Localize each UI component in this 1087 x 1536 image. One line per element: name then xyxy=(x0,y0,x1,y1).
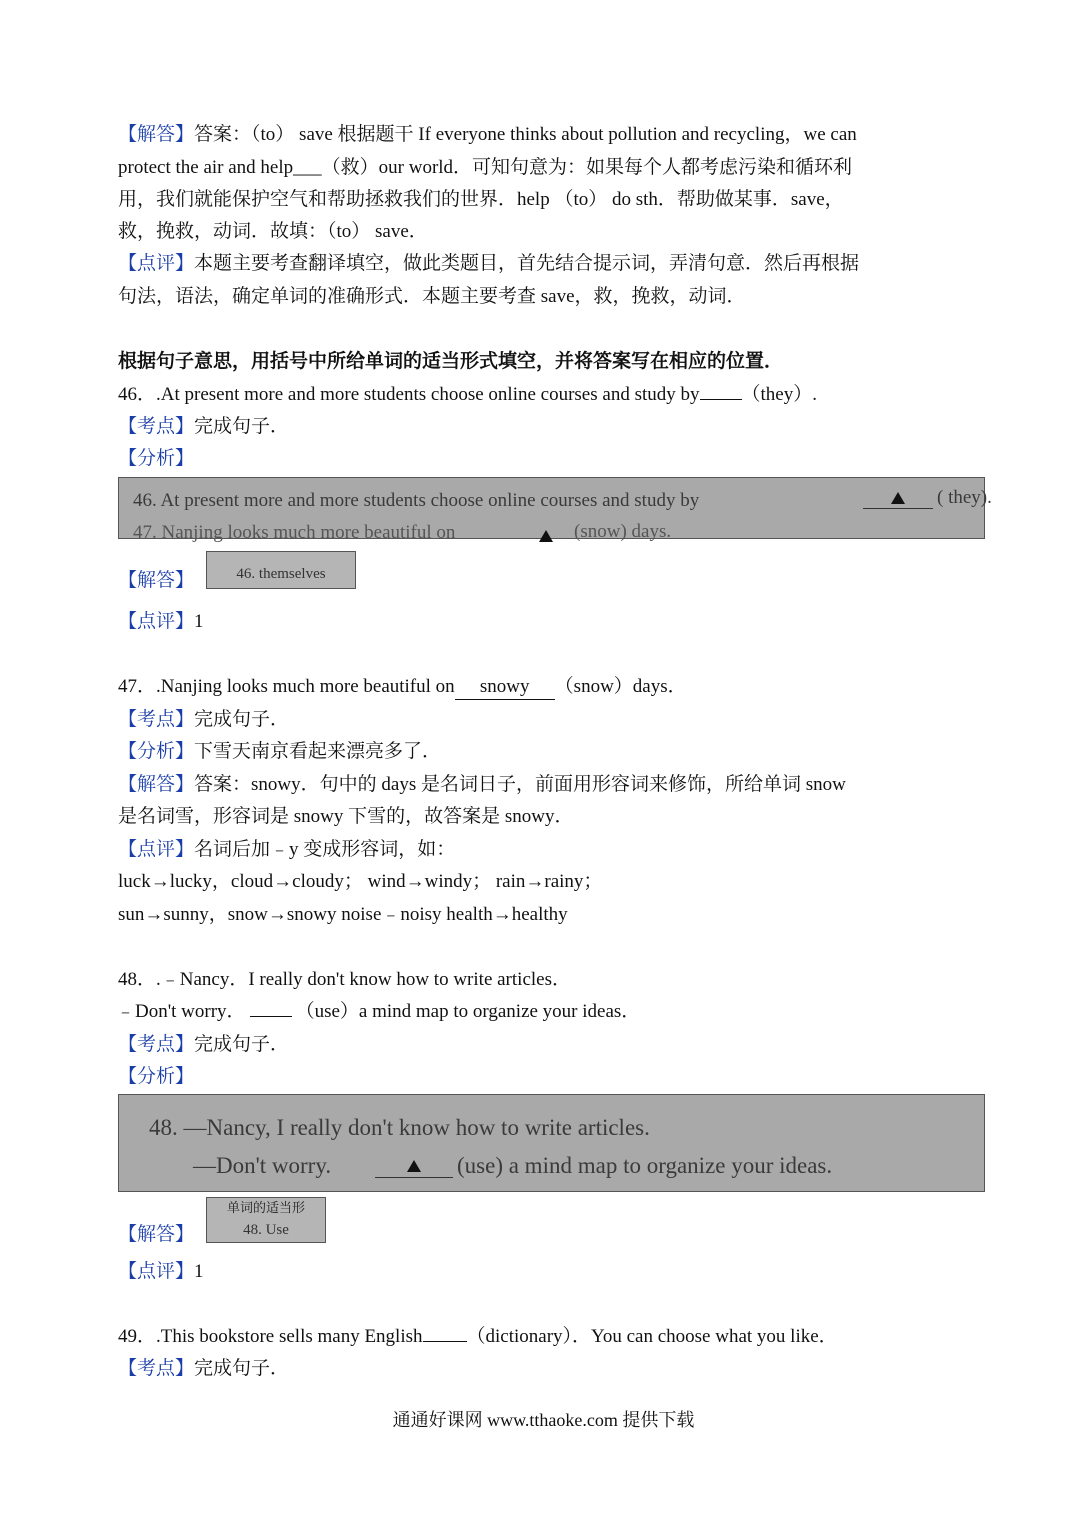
answer-blank xyxy=(423,1341,467,1342)
comment-line: 【点评】本题主要考查翻译填空，做此类题目，首先结合提示词，弄清句意．然后再根据 xyxy=(118,253,860,274)
answer-blank xyxy=(700,399,742,400)
page-footer: 通通好课网 www.tthaoke.com 提供下载 xyxy=(392,1410,695,1430)
kaodian-line: 【考点】完成句子． xyxy=(118,416,290,437)
question-47: 47．.Nanjing looks much more beautiful on snowy （snow）days． xyxy=(118,671,687,703)
fenxi-line: 【分析】 xyxy=(118,448,195,469)
jieda-line: 【解答】答案：snowy．句中的 days 是名词日子，前面用形容词来修饰，所给单词 snow xyxy=(118,774,846,795)
question-48-reply: ﹣Don't worry． （use）a mind map to organize your ideas． xyxy=(116,1001,641,1022)
triangle-icon xyxy=(407,1160,421,1172)
answer-image-chip: 46. themselves xyxy=(206,551,356,589)
answer-line: 用，我们就能保护空气和帮助拯救我们的世界．help （to） do sth．帮助做某事．save， xyxy=(118,189,844,210)
kaodian-line: 【考点】完成句子． xyxy=(118,709,290,730)
triangle-icon xyxy=(891,492,905,504)
example-line: luck→lucky，cloud→cloudy； wind→windy； rain→rainy； xyxy=(118,871,603,892)
answer-blank xyxy=(250,1016,292,1017)
scan-blank xyxy=(863,486,933,509)
question-49: 49．.This bookstore sells many English （dictionary）．You can choose what you like． xyxy=(118,1326,838,1347)
dianping-line: 【点评】名词后加﹣y 变成形容词，如： xyxy=(118,839,456,860)
answer-blank: snowy xyxy=(455,675,555,700)
scan-blank xyxy=(375,1151,453,1178)
comment-tag: 【点评】 xyxy=(118,253,195,274)
jieda-line: 是名词雪，形容词是 snowy 下雪的，故答案是 snowy． xyxy=(118,806,574,827)
question-46: 46．.At present more and more students choose online courses and study by （they）. xyxy=(118,384,817,405)
fenxi-line: 【分析】 xyxy=(118,1066,195,1087)
dianping-line: 【点评】1 xyxy=(118,611,204,632)
answer-line: 【解答】答案：（to） save 根据题干 If everyone thinks about pollution and recycling，we can xyxy=(118,124,857,145)
jieda-line: 【解答】 xyxy=(118,1224,195,1245)
question-48: 48．.﹣Nancy．I really don't know how to write articles． xyxy=(118,969,571,990)
answer-line: 救，挽救，动词．故填：（to） save． xyxy=(118,221,428,242)
scanned-question-image: 48. —Nancy, I really don't know how to write articles. —Don't worry. (use) a mind map to organize your ideas. xyxy=(118,1094,985,1192)
section-heading: 根据句子意思，用括号中所给单词的适当形式填空，并将答案写在相应的位置． xyxy=(118,351,784,372)
kaodian-line: 【考点】完成句子． xyxy=(118,1358,290,1379)
answer-tag: 【解答】 xyxy=(118,124,195,145)
answer-line: protect the air and help___（救）our world．可知句意为：如果每个人都考虑污染和循环利 xyxy=(118,157,853,178)
example-line: sun→sunny，snow→snowy noise﹣noisy health→healthy xyxy=(118,904,568,925)
scanned-question-image: 46. At present more and more students choose online courses and study by ( they). 47. Nanjing looks much more beautiful on (snow) days. xyxy=(118,477,985,539)
triangle-icon xyxy=(539,530,553,542)
fenxi-line: 【分析】下雪天南京看起来漂亮多了． xyxy=(118,741,442,762)
dianping-line: 【点评】1 xyxy=(118,1261,204,1282)
jieda-line: 【解答】 xyxy=(118,570,195,591)
kaodian-line: 【考点】完成句子． xyxy=(118,1034,290,1055)
comment-line: 句法，语法，确定单词的准确形式．本题主要考查 save，救，挽救，动词． xyxy=(118,286,746,307)
answer-image-chip: 单词的适当形 48. Use xyxy=(206,1197,326,1243)
